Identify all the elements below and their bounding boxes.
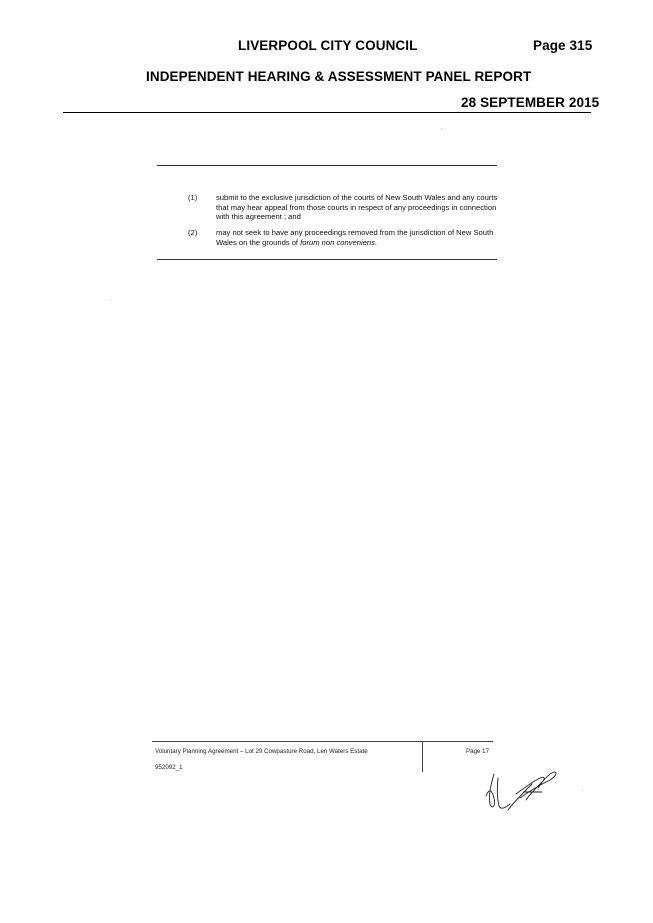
footer-reference: 952092_1 [155, 764, 183, 771]
section-top-rule [157, 165, 497, 166]
scan-speck [110, 300, 111, 301]
page-number: Page 315 [533, 38, 593, 53]
signature-stroke [497, 778, 510, 808]
clause-text-italic: forum non conveniens [300, 237, 375, 247]
clause-number: (2) [188, 228, 198, 237]
signature [480, 766, 562, 816]
footer-divider [422, 741, 423, 772]
clause-text-main: may not seek to have any proceedings removed from the jurisdiction of New South Wales on the grounds of [216, 228, 494, 247]
clause-item [157, 193, 502, 223]
section-bottom-rule [157, 259, 497, 260]
signature-stroke [520, 772, 556, 798]
report-date: 28 SEPTEMBER 2015 [461, 95, 600, 110]
scan-speck [582, 790, 583, 791]
footer-document-title: Voluntary Planning Agreement – Lot 29 Cowpasture Road, Len Waters Estate [155, 748, 368, 755]
scan-speck [441, 128, 442, 129]
signature-stroke [486, 774, 495, 807]
clause-text-end: . [374, 237, 377, 247]
clause-number: (1) [188, 193, 198, 202]
header-divider [63, 112, 591, 113]
footer-page-number: Page 17 [466, 748, 490, 755]
clause-item [157, 228, 502, 248]
council-name: LIVERPOOL CITY COUNCIL [238, 38, 418, 53]
clause-text [216, 228, 499, 247]
clause-text: submit to the exclusive jurisdiction of the courts of New South Wales and any courts that may hear appeal from those courts in respect of any proceedings in connection with this agreement ; and [216, 193, 498, 221]
report-title: INDEPENDENT HEARING & ASSESSMENT PANEL REPORT [146, 69, 532, 84]
footer-rule [152, 741, 493, 742]
